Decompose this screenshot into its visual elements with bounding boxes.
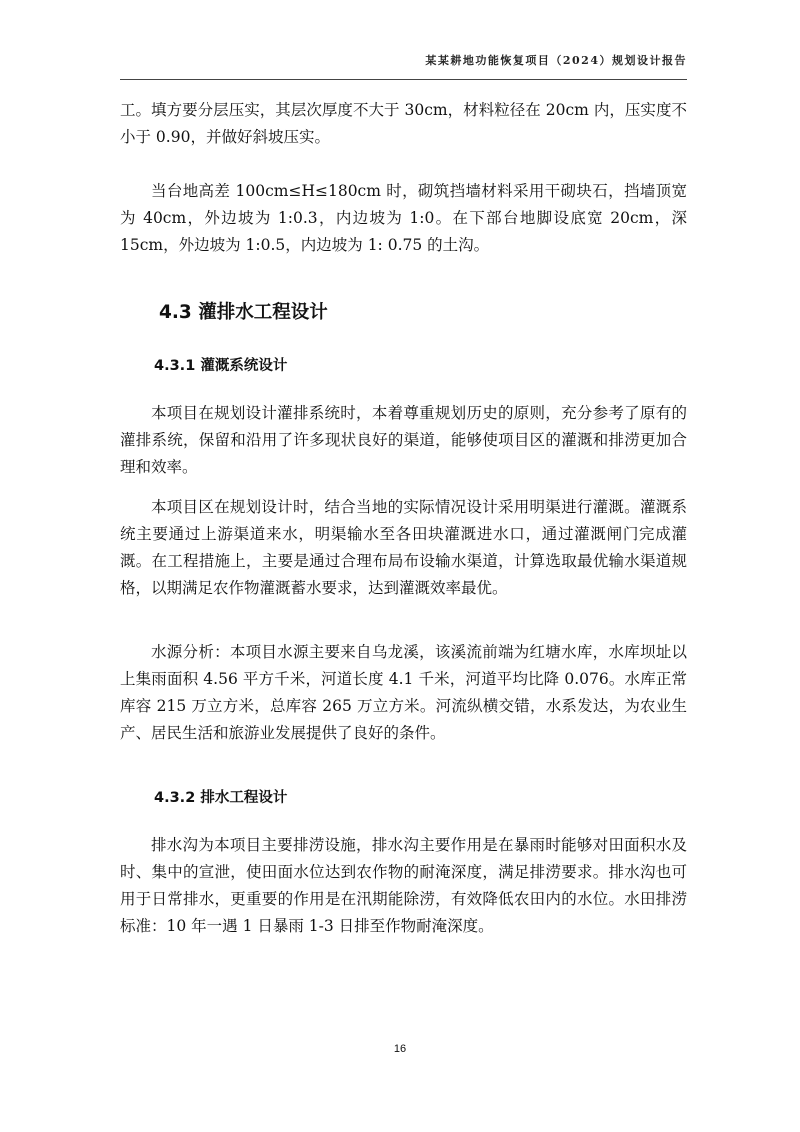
subsection-heading-drainage: 4.3.2 排水工程设计 bbox=[154, 790, 288, 806]
paragraph-drainage: 排水沟为本项目主要排涝设施，排水沟主要作用是在暴雨时能够对田面积水及时、集中的宣泄，使田面水位达到农作物的耐淹深度，满足排涝要求。排水沟也可用于日常排水，更重要的作用是在汛期能除涝，有效降低农田内的水位。水田排涝标准：10 年一遇 1 日暴雨 1-3 日排至作物耐淹深度。 bbox=[120, 836, 687, 935]
subsection-heading-irrigation: 4.3.1 灌溉系统设计 bbox=[154, 358, 288, 374]
running-header: 某某耕地功能恢复项目（2024）规划设计报告 bbox=[425, 54, 687, 67]
paragraph-irrigation-design: 本项目区在规划设计时，结合当地的实际情况设计采用明渠进行灌溉。灌溉系统主要通过上游渠道来水，明渠输水至各田块灌溉进水口，通过灌溉闸门完成灌溉。在工程措施上，主要是通过合理布局布设输水渠道，计算选取最优输水渠道规格，以期满足农作物灌溉蓄水要求，达到灌溉效率最优。 bbox=[120, 498, 687, 597]
paragraph-irrigation-planning: 本项目在规划设计灌排系统时，本着尊重规划历史的原则，充分参考了原有的灌排系统，保留和沿用了许多现状良好的渠道，能够使项目区的灌溉和排涝更加合理和效率。 bbox=[120, 404, 687, 476]
paragraph-water-source: 水源分析：本项目水源主要来自乌龙溪，该溪流前端为红塘水库，水库坝址以上集雨面积 4.56 平方千米，河道长度 4.1 千米，河道平均比降 0.076。水库正常库容 215 万立方米，总库容 265 万立方米。河流纵横交错，水系发达，为农业生产、居民生活和旅游业发展提供了良好的条件。 bbox=[120, 643, 687, 742]
page-number: 16 bbox=[393, 1043, 407, 1055]
paragraph-retaining-wall: 当台地高差 100cm≤H≤180cm 时，砌筑挡墙材料采用干砌块石，挡墙顶宽为 40cm，外边坡为 1:0.3，内边坡为 1:0。在下部台地脚设底宽 20cm，深 15cm，外边坡为 1:0.5，内边坡为 1: 0.75 的土沟。 bbox=[120, 182, 687, 254]
paragraph-fill-compaction: 工。填方要分层压实，其层次厚度不大于 30cm，材料粒径在 20cm 内，压实度不小于 0.90，并做好斜坡压实。 bbox=[120, 101, 687, 146]
section-heading: 4.3 灌排水工程设计 bbox=[159, 302, 328, 323]
header-rule bbox=[120, 79, 687, 80]
